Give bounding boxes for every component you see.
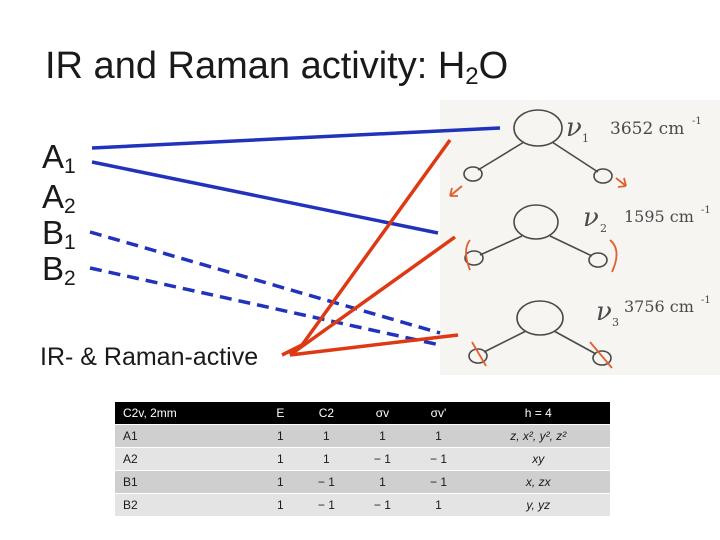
basis-functions-cell: z, x², y², z² [467, 425, 610, 448]
point-group-header: C2v, 2mm [115, 402, 262, 425]
species-cell: A2 [115, 448, 262, 471]
species-letter: A [42, 138, 65, 175]
character-cell: − 1 [298, 471, 354, 494]
order-header: h = 4 [467, 402, 610, 425]
species-subscript: 1 [64, 155, 76, 178]
species-subscript: 2 [64, 267, 76, 290]
character-cell: − 1 [298, 494, 354, 517]
a1-to-nu2-line [92, 162, 438, 233]
character-cell: 1 [298, 425, 354, 448]
molecule-nu3-sketch [469, 301, 612, 368]
raman-line-nu1 [282, 140, 450, 355]
table-row [115, 425, 610, 448]
character-cell: − 1 [354, 448, 410, 471]
ir-raman-active-label: IR- & Raman-active [40, 343, 259, 371]
mode-nu2-symbol: ν [583, 203, 599, 233]
a1-to-nu1-line [92, 128, 500, 148]
mode-nu3-index: 3 [612, 316, 619, 329]
character-cell: − 1 [354, 494, 410, 517]
species-letter: B [42, 214, 65, 251]
c2v-character-table [115, 402, 610, 517]
species-subscript: 2 [64, 195, 76, 218]
character-cell: 1 [262, 494, 298, 517]
character-cell: 1 [354, 471, 410, 494]
species-letter: A [42, 178, 65, 215]
op-c2-header: C2 [298, 402, 354, 425]
title-tail: O [478, 45, 509, 87]
character-cell: 1 [298, 448, 354, 471]
character-cell: 1 [354, 425, 410, 448]
basis-functions-cell: xy [467, 448, 610, 471]
mode-nu2-unit-exponent: -1 [701, 205, 711, 216]
character-cell: 1 [410, 494, 466, 517]
species-subscript: 1 [64, 231, 76, 254]
mode-nu2-index: 2 [600, 222, 607, 235]
mode-nu1-unit-exponent: -1 [692, 116, 702, 127]
basis-functions-cell: x, zx [467, 471, 610, 494]
character-cell: 1 [262, 425, 298, 448]
title-subscript: 2 [465, 63, 479, 90]
mode-nu1-index: 1 [582, 132, 589, 145]
op-e-header: E [262, 402, 298, 425]
character-cell: 1 [262, 471, 298, 494]
character-cell: − 1 [410, 448, 466, 471]
species-cell: B2 [115, 494, 262, 517]
character-cell: 1 [410, 425, 466, 448]
character-cell: − 1 [410, 471, 466, 494]
character-cell: 1 [262, 448, 298, 471]
species-letter: B [42, 250, 65, 287]
table-row [115, 448, 610, 471]
table-row [115, 494, 610, 517]
mode-nu3-unit-exponent: -1 [701, 295, 711, 306]
mode-nu3-symbol: ν [596, 297, 612, 327]
character-table-header-row [115, 402, 610, 425]
basis-functions-cell: y, yz [467, 494, 610, 517]
op-sigma-v-prime-header: σv' [410, 402, 466, 425]
mode-nu3-frequency: 3756 cm [624, 297, 694, 316]
species-cell: B1 [115, 471, 262, 494]
b2-dashed-line [90, 268, 440, 345]
species-cell: A1 [115, 425, 262, 448]
mode-nu2-frequency: 1595 cm [624, 207, 694, 226]
mode-nu1-symbol: ν [566, 113, 582, 143]
op-sigma-v-header: σv [354, 402, 410, 425]
table-row [115, 471, 610, 494]
title-text: IR and Raman activity: H [45, 45, 466, 87]
mode-nu1-frequency: 3652 cm [610, 119, 685, 139]
b1-dashed-line [90, 232, 440, 333]
molecule-nu1-sketch [450, 110, 626, 196]
